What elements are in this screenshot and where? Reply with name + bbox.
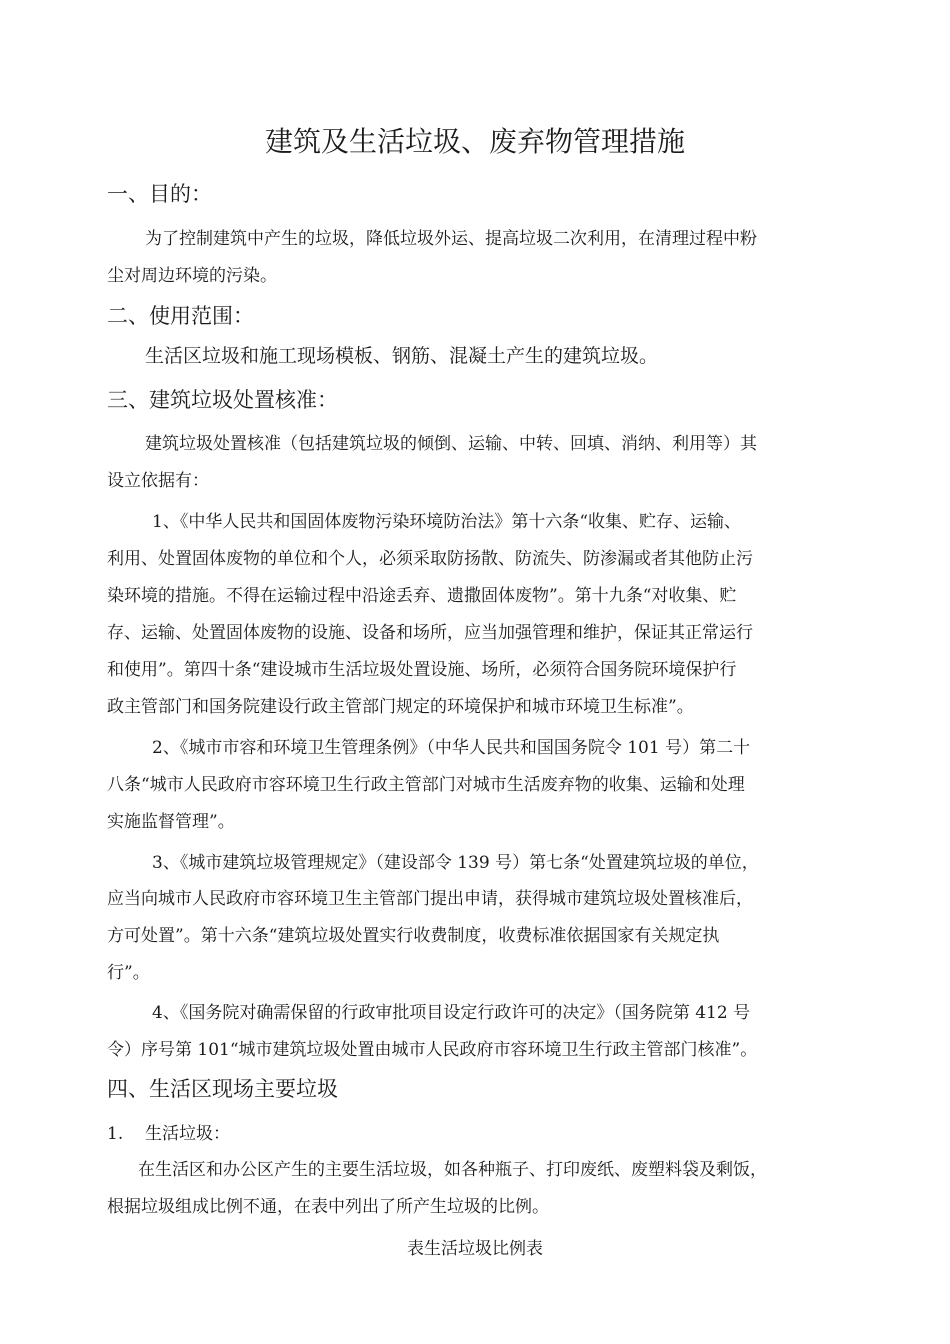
list-item-line: 2、《城市市容和环境卫生管理条例》（中华人民共和国国务院令 101 号）第二十 — [152, 738, 751, 758]
section-heading-main-waste: 四、生活区现场主要垃圾 — [107, 1077, 338, 1101]
sub-item-number: 1. — [107, 1124, 124, 1144]
paragraph-line: 尘对周边环境的污染。 — [107, 266, 277, 286]
list-item-line: 和使用”。第四十条“建设城市生活垃圾处置设施、场所，必须符合国务院环境保护行 — [107, 660, 737, 680]
list-item-line: 方可处置”。第十六条“建筑垃圾处置实行收费制度，收费标准依据国家有关规定执 — [107, 926, 720, 946]
list-item-line: 行”。 — [107, 963, 150, 983]
paragraph-line: 在生活区和办公区产生的主要生活垃圾，如各种瓶子、打印废纸、废塑料袋及剩饭， — [138, 1160, 767, 1180]
paragraph-line: 设立依据有： — [107, 471, 209, 491]
paragraph-line: 生活区垃圾和施工现场模板、钢筋、混凝土产生的建筑垃圾。 — [145, 345, 659, 367]
list-item-line: 令）序号第 101“城市建筑垃圾处置由城市人民政府市容环境卫生行政主管部门核准”。 — [107, 1040, 758, 1060]
list-item-line: 八条“城市人民政府市容环境卫生行政主管部门对城市生活废弃物的收集、运输和处理 — [107, 775, 745, 795]
paragraph-line: 根据垃圾组成比例不通，在表中列出了所产生垃圾的比例。 — [107, 1197, 549, 1217]
list-item-line: 利用、处置固体废物的单位和个人，必须采取防扬散、防流失、防渗漏或者其他防止污 — [107, 549, 753, 569]
table-caption: 表生活垃圾比例表 — [407, 1239, 543, 1259]
paragraph-line: 为了控制建筑中产生的垃圾，降低垃圾外运、提高垃圾二次利用，在清理过程中粉 — [145, 229, 757, 249]
list-item-line: 1、《中华人民共和国固体废物污染环境防治法》第十六条“收集、贮存、运输、 — [152, 512, 742, 532]
paragraph-line: 建筑垃圾处置核准（包括建筑垃圾的倾倒、运输、中转、回填、消纳、利用等）其 — [145, 434, 757, 454]
section-heading-approval: 三、建筑垃圾处置核准： — [107, 388, 338, 412]
document-title: 建筑及生活垃圾、废弃物管理措施 — [264, 125, 685, 158]
list-item-line: 4、《国务院对确需保留的行政审批项目设定行政许可的决定》（国务院第 412 号 — [152, 1003, 751, 1023]
list-item-line: 存、运输、处置固体废物的设施、设备和场所，应当加强管理和维护，保证其正常运行 — [107, 623, 753, 643]
list-item-line: 政主管部门和国务院建设行政主管部门规定的环境保护和城市环境卫生标准”。 — [107, 697, 694, 717]
sub-item-label: 生活垃圾： — [145, 1124, 230, 1144]
list-item-line: 实施监督管理”。 — [107, 812, 235, 832]
section-heading-scope: 二、使用范围： — [107, 304, 254, 328]
section-heading-purpose: 一、目的： — [107, 182, 212, 206]
list-item-line: 3、《城市建筑垃圾管理规定》（建设部令 139 号）第七条“处置建筑垃圾的单位， — [152, 853, 759, 873]
list-item-line: 染环境的措施。不得在运输过程中沿途丢弃、遗撒固体废物”。第十九条“对收集、贮 — [107, 586, 737, 606]
list-item-line: 应当向城市人民政府市容环境卫生主管部门提出申请，获得城市建筑垃圾处置核准后， — [107, 889, 753, 909]
